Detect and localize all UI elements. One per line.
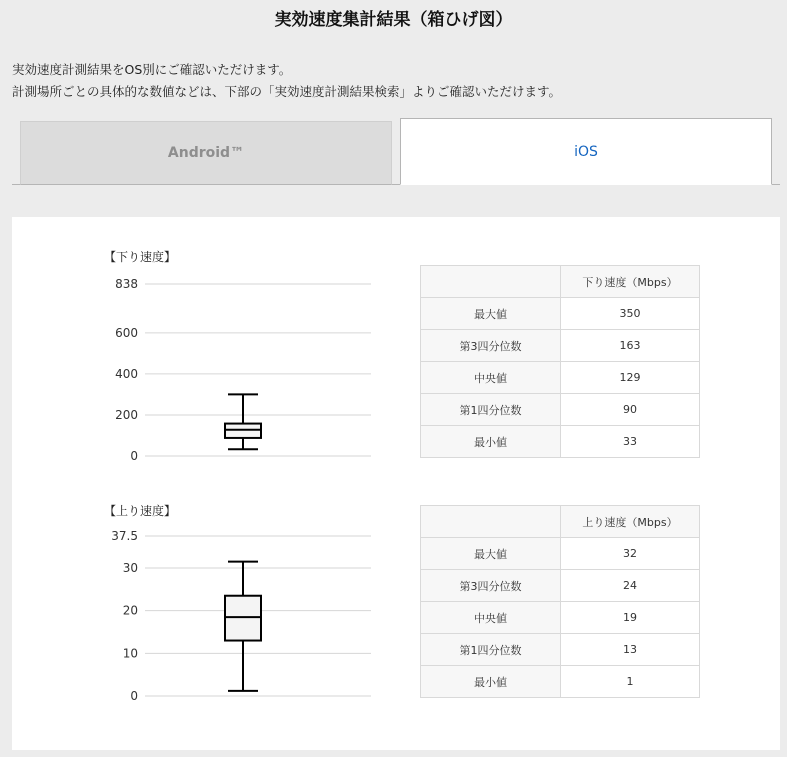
- download-stats-table: [420, 265, 700, 458]
- row-label: 最小値: [421, 426, 561, 458]
- row-value: 32: [561, 538, 700, 570]
- os-tabs: [12, 118, 780, 185]
- row-label: 最小値: [421, 666, 561, 698]
- y-tick-label: 400: [115, 366, 138, 381]
- intro-line-2: 計測場所ごとの具体的な数値などは、下部の「実効速度計測結果検索」よりご確認いただけます。: [12, 84, 562, 99]
- y-tick-label: 0: [130, 449, 138, 463]
- y-tick-label: 0: [130, 689, 138, 703]
- results-panel: [12, 217, 780, 750]
- row-value: 13: [561, 634, 700, 666]
- row-value: 350: [561, 298, 700, 330]
- box-iqr: [225, 424, 261, 438]
- intro-line-1: 実効速度計測結果をOS別にご確認いただけます。: [12, 62, 292, 77]
- row-value: 1: [561, 666, 700, 698]
- y-tick-label: 10: [122, 646, 138, 661]
- row-label: 最大値: [421, 298, 561, 330]
- row-value: 24: [561, 570, 700, 602]
- upload-stats-table: [420, 505, 700, 698]
- row-value: 33: [561, 426, 700, 458]
- row-value: 163: [561, 330, 700, 362]
- row-value: 90: [561, 394, 700, 426]
- table-header: 上り速度（Mbps）: [561, 506, 700, 538]
- row-label: 中央値: [421, 362, 561, 394]
- row-value: 129: [561, 362, 700, 394]
- table-header: 下り速度（Mbps）: [561, 266, 700, 298]
- page-title: 実効速度集計結果（箱ひげ図）: [274, 10, 513, 30]
- y-tick-label: 838: [115, 277, 138, 291]
- y-tick-label: 200: [115, 407, 138, 422]
- row-label: 第1四分位数: [421, 394, 561, 426]
- intro-text: [12, 59, 561, 103]
- chart-title: 【上り速度】: [104, 504, 177, 518]
- row-label: 第3四分位数: [421, 330, 561, 362]
- row-value: 19: [561, 602, 700, 634]
- row-label: 第3四分位数: [421, 570, 561, 602]
- y-tick-label: 37.5: [111, 529, 138, 543]
- table-corner: [421, 266, 561, 298]
- y-tick-label: 30: [122, 561, 138, 575]
- tab-ios[interactable]: iOS: [400, 118, 772, 185]
- box-iqr: [225, 596, 261, 641]
- row-label: 中央値: [421, 602, 561, 634]
- table-corner: [421, 506, 561, 538]
- row-label: 第1四分位数: [421, 634, 561, 666]
- y-tick-label: 20: [122, 603, 138, 618]
- chart-title: 【下り速度】: [104, 250, 177, 264]
- y-tick-label: 600: [115, 325, 138, 340]
- row-label: 最大値: [421, 538, 561, 570]
- tab-android[interactable]: Android™: [20, 121, 392, 185]
